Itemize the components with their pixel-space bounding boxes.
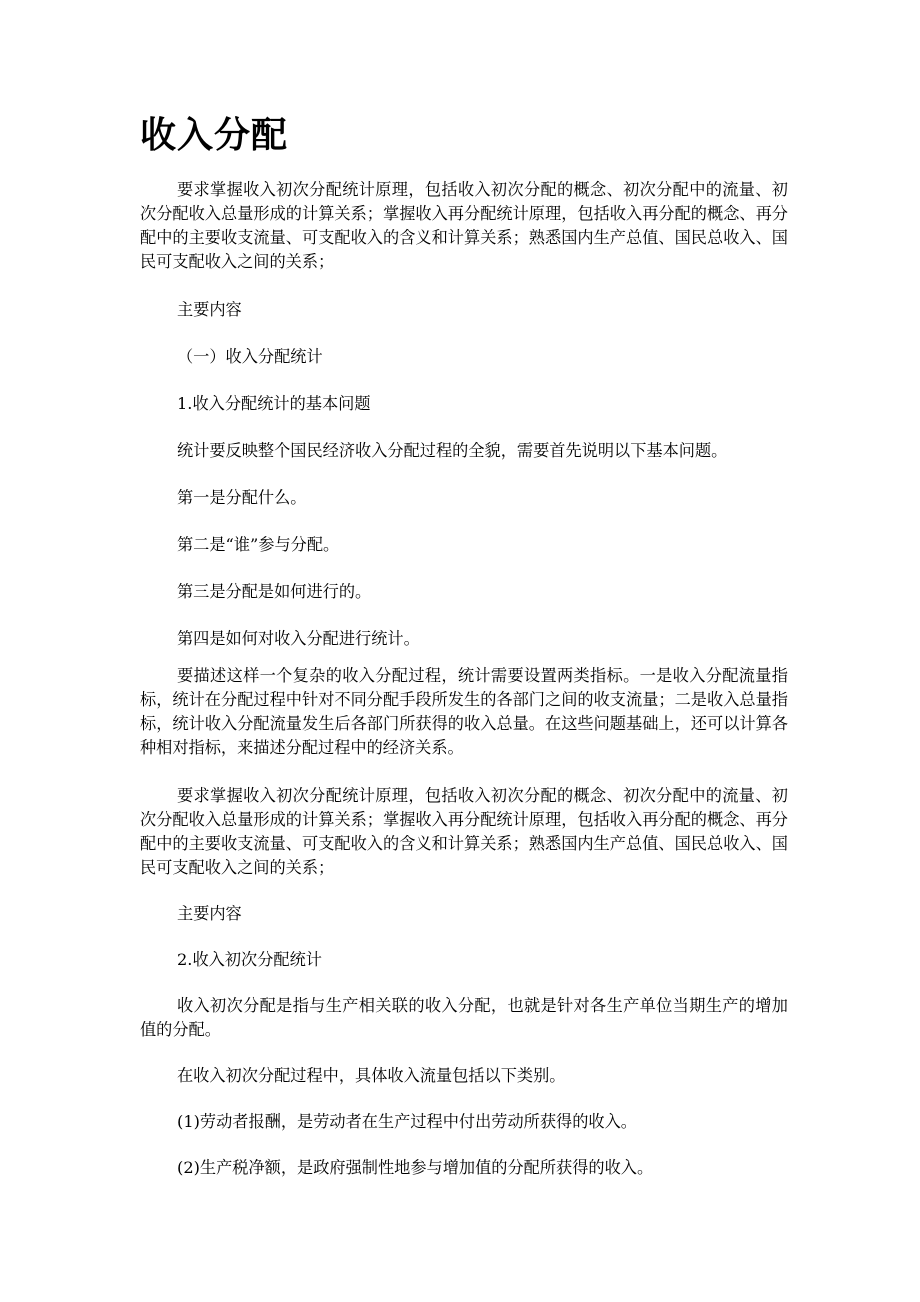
paragraph-primary-distribution-definition: 收入初次分配是指与生产相关联的收入分配，也就是针对各生产单位当期生产的增加值的分配。 [140, 996, 788, 1039]
list-item-labor-compensation: (1)劳动者报酬，是劳动者在生产过程中付出劳动所获得的收入。 [177, 1112, 637, 1131]
list-item-question-3: 第三是分配是如何进行的。 [177, 582, 372, 601]
subsection-heading-basic-questions: 1.收入分配统计的基本问题 [177, 394, 371, 413]
list-item-question-4: 第四是如何对收入分配进行统计。 [177, 629, 420, 648]
subsection-heading-primary-distribution: 2.收入初次分配统计 [177, 950, 322, 969]
paragraph-objectives-repeat: 要求掌握收入初次分配统计原理，包括收入初次分配的概念、初次分配中的流量、初次分配收入总量形成的计算关系；掌握收入再分配统计原理，包括收入再分配的概念、再分配中的主要收支流量、可支配收入的含义和计算关系；熟悉国内生产总值、国民总收入、国民可支配收入之间的关系； [140, 786, 788, 877]
list-item-question-2: 第二是“谁”参与分配。 [177, 535, 340, 554]
section-heading-income-distribution-statistics: （一）收入分配统计 [177, 347, 323, 366]
list-item-net-production-tax: (2)生产税净额，是政府强制性地参与增加值的分配所获得的收入。 [177, 1158, 654, 1177]
list-item-question-1: 第一是分配什么。 [177, 488, 307, 507]
paragraph-basic-questions-intro: 统计要反映整个国民经济收入分配过程的全貌，需要首先说明以下基本问题。 [177, 441, 728, 460]
document-title: 收入分配 [140, 115, 289, 156]
paragraph-income-flow-categories: 在收入初次分配过程中，具体收入流量包括以下类别。 [177, 1066, 566, 1085]
paragraph-main-content-label-repeat: 主要内容 [177, 904, 242, 923]
paragraph-objectives: 要求掌握收入初次分配统计原理，包括收入初次分配的概念、初次分配中的流量、初次分配收入总量形成的计算关系；掌握收入再分配统计原理，包括收入再分配的概念、再分配中的主要收支流量、可支配收入的含义和计算关系；熟悉国内生产总值、国民总收入、国民可支配收入之间的关系； [140, 180, 788, 271]
paragraph-indicators: 要描述这样一个复杂的收入分配过程，统计需要设置两类指标。一是收入分配流量指标，统计在分配过程中针对不同分配手段所发生的各部门之间的收支流量；二是收入总量指标，统计收入分配流量发生后各部门所获得的收入总量。在这些问题基础上，还可以计算各种相对指标，来描述分配过程中的经济关系。 [140, 666, 788, 757]
paragraph-main-content-label: 主要内容 [177, 300, 242, 319]
